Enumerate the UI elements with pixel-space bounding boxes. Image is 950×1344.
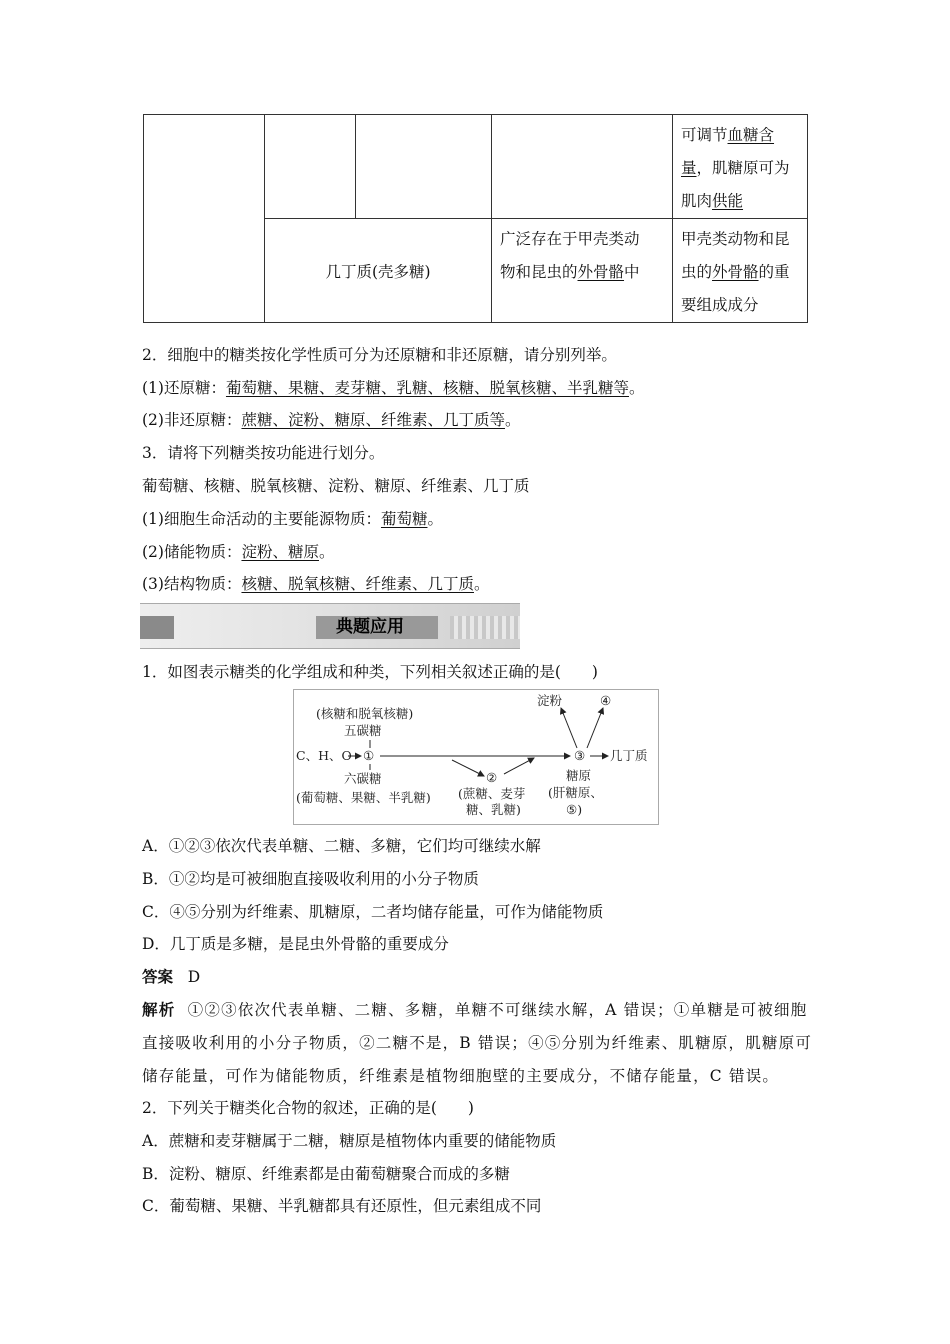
analysis-line: 储存能量，可作为储能物质，纤维素是植物细胞壁的主要成分，不储存能量，C 错误。 [142,1067,780,1085]
answer-line: 答案 D [142,967,201,986]
node-1: ① [363,748,375,763]
starch-label: 淀粉 [537,693,563,708]
sugar-table [143,114,808,323]
table-cell-function: 甲壳类动物和昆 虫的外骨骼的重 要组成成分 [673,219,808,323]
option-c: C．④⑤分别为纤维素、肌糖原，二者均储存能量，可作为储能物质 [142,903,604,921]
table-cell-empty [265,115,356,219]
banner-decoration [140,616,174,639]
analysis-line: 解析 ①②③依次代表单糖、二糖、多糖，单糖不可继续水解，A 错误；①单糖是可被细胞 [142,1000,808,1019]
glycogen-label: 糖原 [566,768,592,783]
sugar-list: 葡萄糖、核糖、脱氧核糖、淀粉、糖原、纤维素、几丁质 [142,477,530,495]
question-stem: 3．请将下列糖类按功能进行划分。 [142,444,385,462]
option-a: A．蔗糖和麦芽糖属于二糖，糖原是植物体内重要的储能物质 [142,1132,557,1150]
section-title: 典题应用 [316,616,438,639]
chitin-label: 几丁质 [610,748,648,763]
node-2-note: 糖、乳糖) [466,802,521,817]
table-cell-empty [144,115,265,323]
option-c: C．葡萄糖、果糖、半乳糖都具有还原性，但元素组成不同 [142,1197,542,1215]
answer-line: (2)储能物质：淀粉、糖原。 [142,543,335,561]
answer-line: (2)非还原糖：蔗糖、淀粉、糖原、纤维素、几丁质等。 [142,411,521,429]
question-stem: 2．细胞中的糖类按化学性质可分为还原糖和非还原糖，请分别列举。 [142,346,617,364]
question-stem: 1．如图表示糖类的化学组成和种类，下列相关叙述正确的是( ) [142,663,598,681]
table-cell-empty [356,115,492,219]
answer-line: (1)还原糖：葡萄糖、果糖、麦芽糖、乳糖、核糖、脱氧核糖、半乳糖等。 [142,379,645,397]
glycogen-note: (肝糖原、 [548,785,603,800]
node-3: ③ [574,748,586,763]
option-b: B．淀粉、糖原、纤维素都是由葡萄糖聚合而成的多糖 [142,1165,510,1183]
glycogen-note: ⑤) [566,802,583,817]
option-a: A．①②③依次代表单糖、二糖、多糖，它们均可继续水解 [142,837,541,855]
arrow [587,708,603,748]
elements-label: C、H、O [296,748,352,763]
question-stem: 2．下列关于糖类化合物的叙述，正确的是( ) [142,1099,474,1117]
table-cell-location: 广泛存在于甲壳类动 物和昆虫的外骨骼中 [492,219,673,323]
arrow [504,758,534,774]
table-cell-function: 可调节血糖含 量，肌糖原可为 肌肉供能 [673,115,808,219]
answer-line: (3)结构物质：核糖、脱氧核糖、纤维素、几丁质。 [142,575,490,593]
node-2: ② [486,770,498,785]
analysis-line: 直接吸收利用的小分子物质，②二糖不是，B 错误；④⑤分别为纤维素、肌糖原，肌糖原可 [142,1034,813,1052]
diagram-svg [294,690,658,824]
arrow [452,760,484,776]
pentose-note: (核糖和脱氧核糖) [316,706,414,721]
answer-line: (1)细胞生命活动的主要能源物质：葡萄糖。 [142,510,443,528]
table-cell-name: 几丁质(壳多糖) [265,219,492,323]
hexose-label: 六碳糖 [344,771,382,786]
banner-decoration [450,616,520,639]
sugar-diagram [293,689,659,825]
node-4: ④ [600,693,612,708]
pentose-label: 五碳糖 [344,723,382,738]
arrow [561,708,577,748]
node-2-note: (蔗糖、麦芽 [458,786,526,801]
option-b: B．①②均是可被细胞直接吸收利用的小分子物质 [142,870,479,888]
option-d: D．几丁质是多糖，是昆虫外骨骼的重要成分 [142,935,449,953]
section-banner [140,603,520,649]
hexose-note: (葡萄糖、果糖、半乳糖) [296,790,431,805]
table-cell-empty [492,115,673,219]
